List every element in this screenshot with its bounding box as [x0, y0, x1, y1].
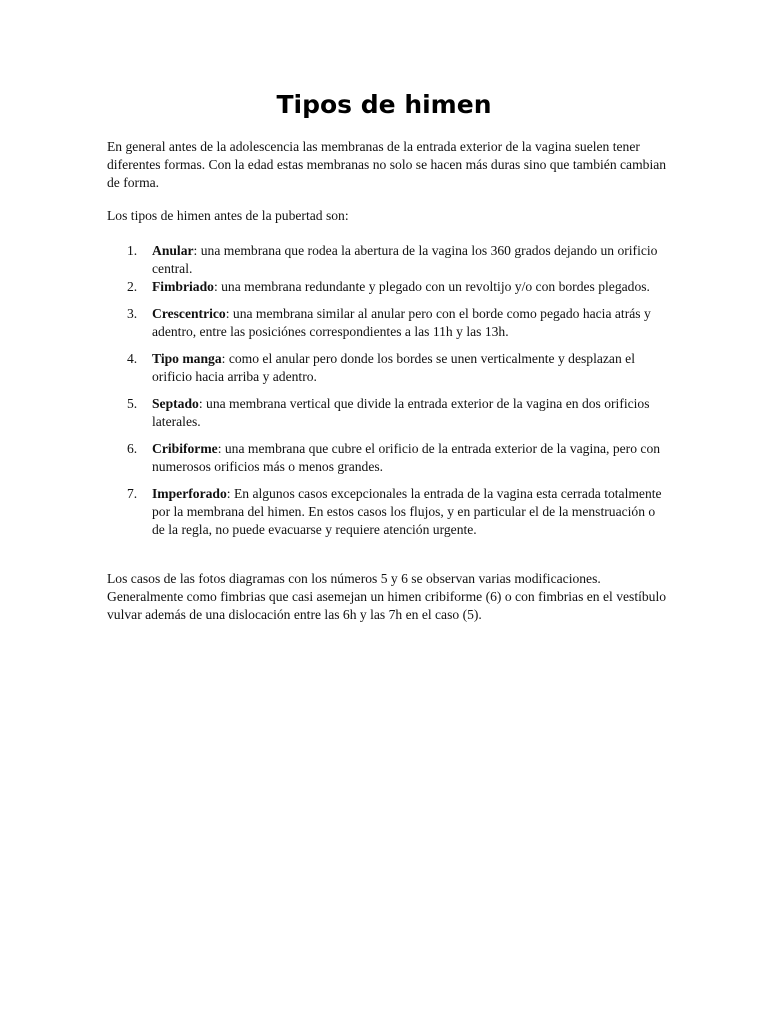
list-item-number: 1. [127, 243, 138, 258]
list-item-number: 3. [127, 306, 138, 321]
list-item-text: : una membrana redundante y plegado con un revoltijo y/o con bordes plegados. [213, 279, 650, 294]
list-item-term: Cribiforme [152, 441, 218, 456]
list-item-number: 4. [127, 351, 138, 366]
list-item-number: 2. [127, 279, 138, 294]
list-item [107, 242, 667, 278]
list-item-text: : como el anular pero donde los bordes se unen verticalmente y desplazan el orificio hacia arriba y adentro. [152, 351, 635, 384]
page-title: Tipos de himen [276, 90, 492, 119]
list-item-term: Anular [152, 243, 194, 258]
list-item-term: Fimbriado [152, 279, 214, 294]
hymen-types-list [107, 242, 667, 539]
intro-paragraph: En general antes de la adolescencia las membranas de la entrada exterior de la vagina suelen tener diferentes formas. Con la edad estas membranas no solo se hacen más duras sino que también cambian de forma. [107, 139, 667, 190]
list-lead-paragraph: Los tipos de himen antes de la pubertad son: [107, 208, 349, 223]
list-item [107, 440, 667, 476]
closing-paragraph: Los casos de las fotos diagramas con los números 5 y 6 se observan varias modificaciones. Generalmente como fimbrias que casi asemejan un himen cribiforme (6) o con fimbrias en el vestíbulo vulvar además de una dislocación entre las 6h y las 7h en el caso (5). [107, 571, 667, 622]
list-item-text: : una membrana similar al anular pero con el borde como pegado hacia atrás y adentro, entre las posiciónes correspondientes a las 11h y las 13h. [152, 306, 651, 339]
list-item [107, 305, 667, 341]
list-item [107, 278, 667, 296]
list-item [107, 395, 667, 431]
list-item-term: Tipo manga [152, 351, 222, 366]
list-item-term: Septado [152, 396, 199, 411]
list-item-text: : En algunos casos excepcionales la entrada de la vagina esta cerrada totalmente por la membrana del himen. En estos casos los flujos, y en particular el de la menstruación o de la regla, no puede evacuarse y requiere atención urgente. [152, 486, 662, 537]
list-item [107, 485, 667, 539]
list-item [107, 350, 667, 386]
list-item-text: : una membrana que rodea la abertura de la vagina los 360 grados dejando un orificio central. [152, 243, 658, 276]
list-item-text: : una membrana que cubre el orificio de la entrada exterior de la vagina, pero con numerosos orificios más o menos grandes. [152, 441, 661, 474]
list-item-number: 7. [127, 486, 138, 501]
list-item-term: Crescentrico [152, 306, 226, 321]
list-item-text: : una membrana vertical que divide la entrada exterior de la vagina en dos orificios laterales. [152, 396, 650, 429]
list-item-number: 6. [127, 441, 138, 456]
list-item-number: 5. [127, 396, 138, 411]
list-item-term: Imperforado [152, 486, 227, 501]
